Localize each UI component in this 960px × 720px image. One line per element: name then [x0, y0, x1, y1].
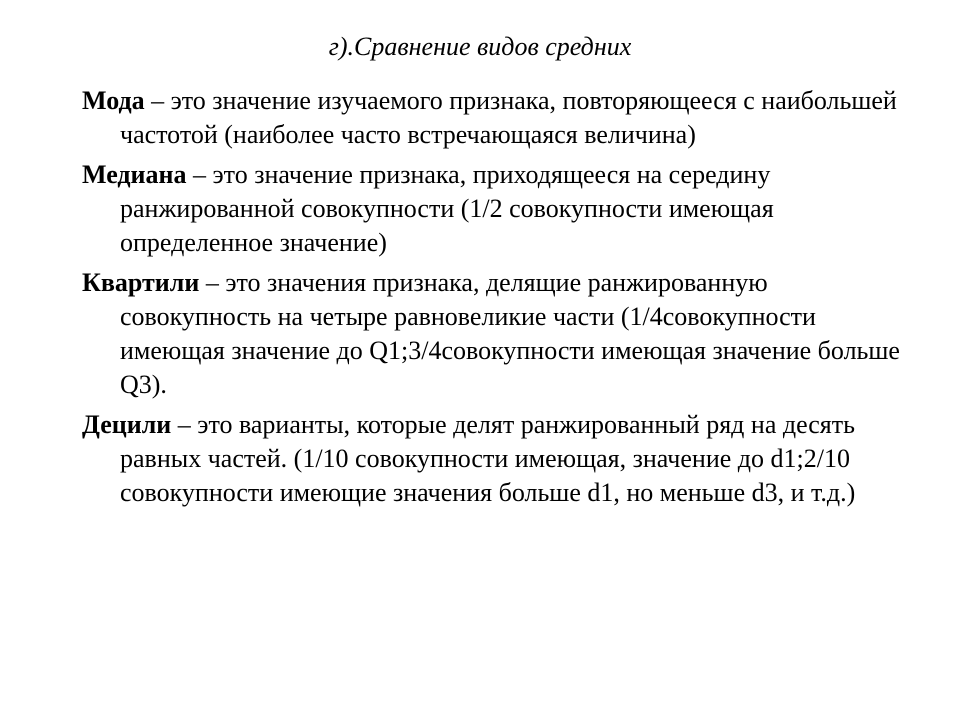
definition-median: [82, 158, 902, 260]
definition-mode: [82, 84, 902, 152]
definition-term: Децили: [82, 410, 172, 439]
definition-deciles: [82, 408, 902, 510]
definition-text: – это значение признака, приходящееся на середину ранжированной совокупности (1/2 совокупности имеющая определенное значение): [120, 160, 774, 257]
definition-term: Медиана: [82, 160, 187, 189]
definition-quartiles: [82, 266, 902, 402]
definition-term: Мода: [82, 86, 145, 115]
definitions-list: [82, 84, 902, 516]
definition-text: – это варианты, которые делят ранжированный ряд на десять равных частей. (1/10 совокупности имеющая, значение до d1;2/10 совокупности имеющие значения больше d1, но меньше d3, и т.д.): [120, 410, 856, 507]
slide-title: г).Сравнение видов средних: [328, 32, 632, 61]
definition-text: – это значение изучаемого признака, повторяющееся с наибольшей частотой (наиболее часто встречающаяся величина): [120, 86, 897, 149]
definition-text: – это значения признака, делящие ранжированную совокупность на четыре равновеликие части (1/4совокупности имеющая значение до Q1;3/4совокупности имеющая значение больше Q3).: [120, 268, 900, 399]
definition-term: Квартили: [82, 268, 200, 297]
